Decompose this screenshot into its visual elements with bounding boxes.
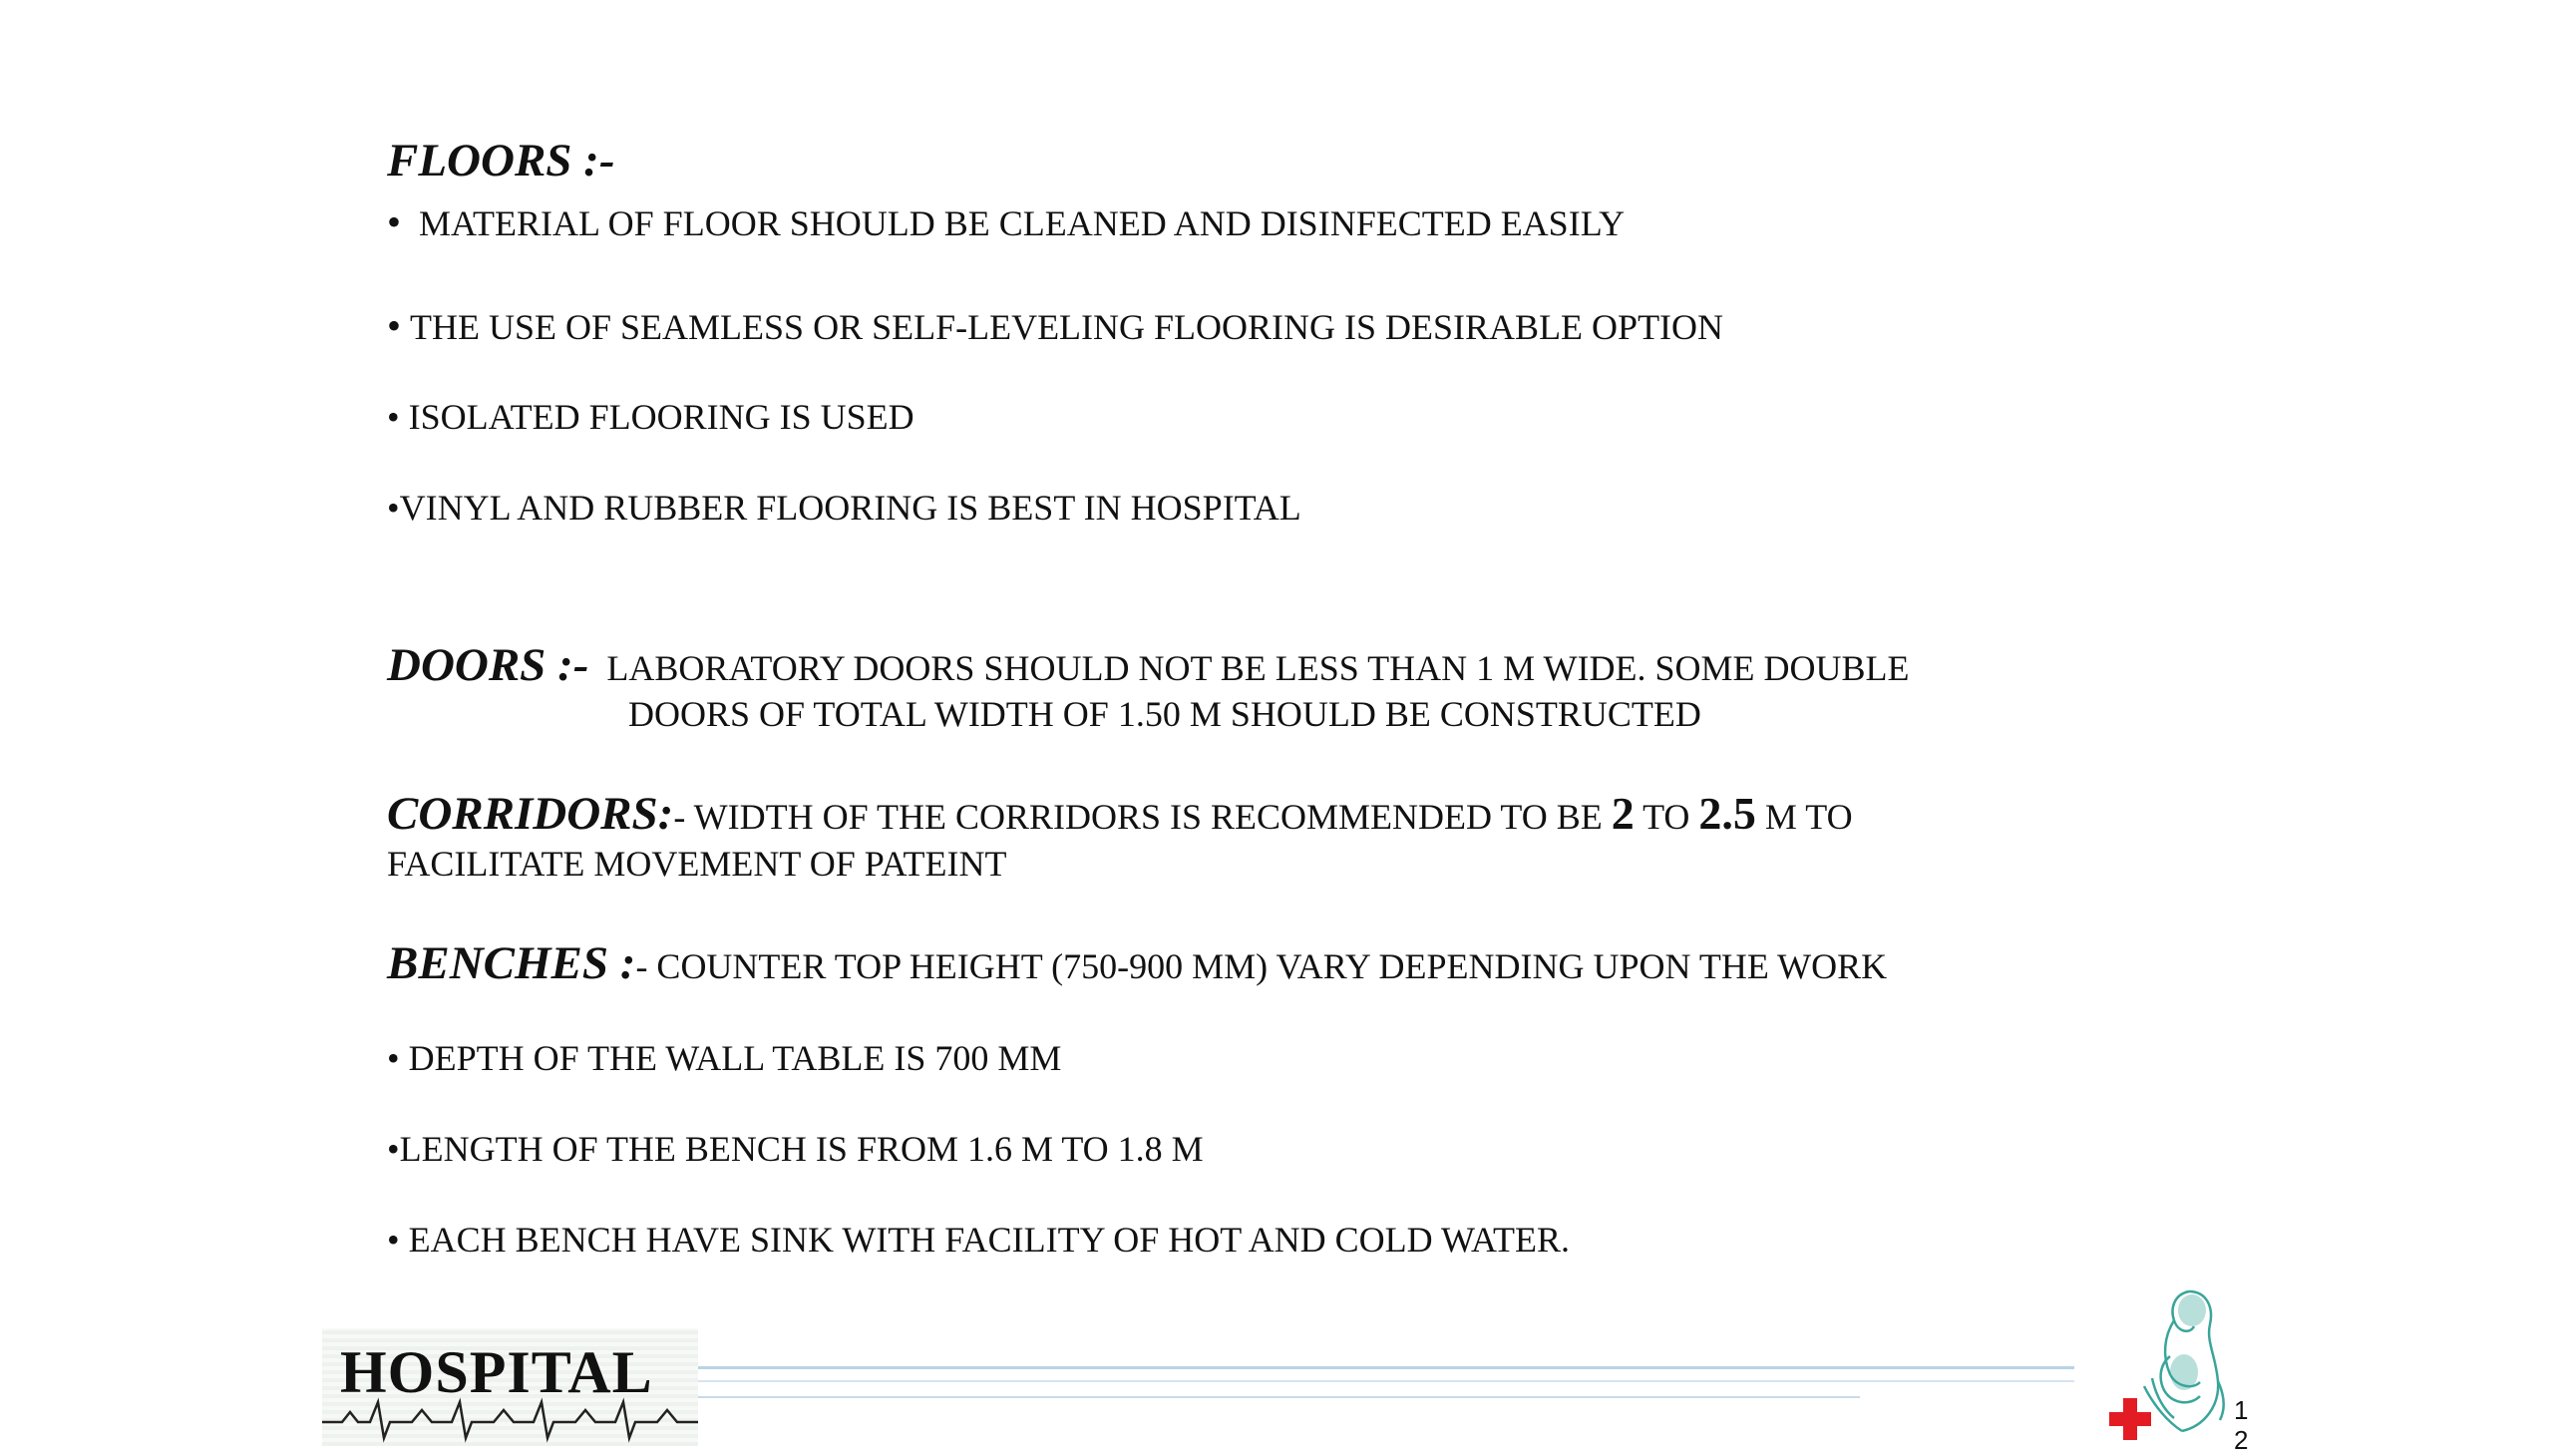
floors-item-4 [387,490,1301,526]
benches-item-text: LENGTH OF THE BENCH IS FROM 1.6 M TO 1.8 M [399,1129,1204,1169]
doors-line-1 [387,639,1910,691]
corridors-min-width: 2 [1611,788,1635,839]
benches-item-2 [387,1131,1204,1167]
benches-item-3 [387,1222,1570,1258]
bullet-icon: • [387,303,402,348]
corridors-text: - WIDTH OF THE CORRIDORS IS RECOMMENDED TO BE [673,797,1612,837]
floors-item-2 [387,303,1724,348]
doors-line-2: DOORS OF TOTAL WIDTH OF 1.50 M SHOULD BE CONSTRUCTED [628,694,1701,734]
bullet-icon: • [387,199,402,244]
bullet-icon: • [387,488,400,528]
bullet-icon: • [387,1038,400,1078]
floors-heading: FLOORS :- [387,135,615,186]
footer-divider [698,1396,1860,1398]
corridors-line-2: FACILITATE MOVEMENT OF PATEINT [387,844,1007,884]
corridors-heading: CORRIDORS: [387,788,674,840]
mother-child-icon [2134,1286,2229,1436]
floors-item-text: THE USE OF SEAMLESS OR SELF-LEVELING FLOORING IS DESIRABLE OPTION [410,307,1724,347]
floors-item-1 [387,199,1626,244]
footer-divider [698,1366,2074,1369]
benches-heading: BENCHES : [387,937,636,989]
hospital-logo-text: HOSPITAL [340,1339,653,1405]
corridors-line-1 [387,788,1853,840]
benches-item-text: DEPTH OF THE WALL TABLE IS 700 MM [408,1038,1062,1078]
doors-heading: DOORS :- [387,639,589,691]
floors-item-3 [387,399,914,435]
corridors-unit: M TO [1755,797,1853,837]
corridors-to: TO [1634,797,1699,837]
bullet-icon: • [387,397,400,437]
page-number-line-2: 2 [2234,1424,2249,1455]
corridors-max-width: 2.5 [1698,788,1756,839]
floors-item-text: MATERIAL OF FLOOR SHOULD BE CLEANED AND DISINFECTED EASILY [419,203,1626,243]
bullet-icon: • [387,1129,400,1169]
floors-item-text: VINYL AND RUBBER FLOORING IS BEST IN HOSPITAL [399,488,1301,528]
benches-item-text: EACH BENCH HAVE SINK WITH FACILITY OF HOT AND COLD WATER. [408,1220,1570,1260]
hospital-logo [322,1328,698,1446]
page-number-line-1: 1 [2234,1395,2249,1425]
doors-text-1: LABORATORY DOORS SHOULD NOT BE LESS THAN 1 M WIDE. SOME DOUBLE [606,648,1910,688]
heartbeat-line-icon [322,1394,698,1446]
benches-text: - COUNTER TOP HEIGHT (750-900 MM) VARY DEPENDING UPON THE WORK [635,946,1888,986]
bullet-icon: • [387,1220,400,1260]
benches-line-1 [387,937,1888,989]
footer-divider [698,1380,2074,1382]
page-number [2234,1396,2254,1456]
benches-item-1 [387,1040,1061,1076]
floors-item-text: ISOLATED FLOORING IS USED [408,397,914,437]
